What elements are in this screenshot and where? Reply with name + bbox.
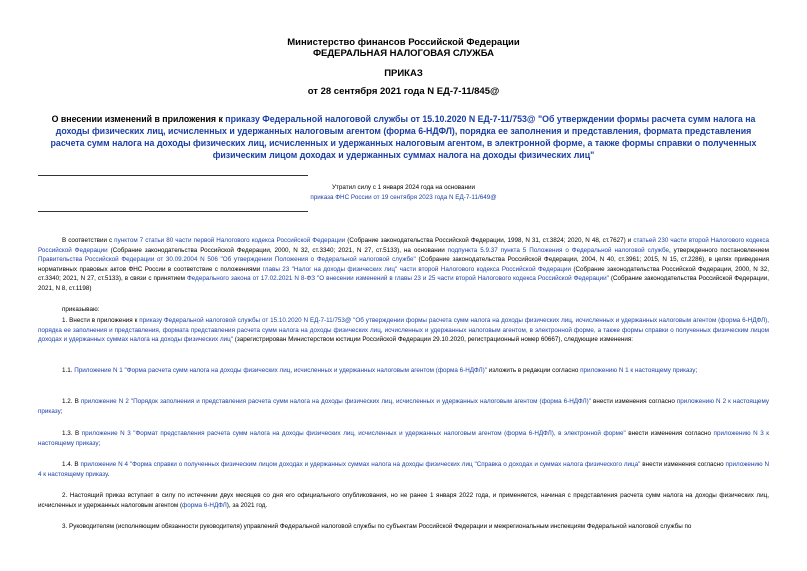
item-1-4-link-annex[interactable]: приложению N 4 к настоящему приказу — [38, 461, 770, 478]
preamble-link-chapter23[interactable]: главы 23 "Налог на доходы физических лиц" части второй Налогового кодекса Российской Федерации — [262, 265, 571, 273]
preamble-link-regulation[interactable]: подпункта 5.9.37 пункта 5 Положения о Федеральной налоговой службе — [447, 246, 669, 254]
item-text: . — [107, 470, 110, 478]
status-note-line1: Утратил силу с 1 января 2024 года на основании — [331, 184, 476, 191]
item-1-4-link-appendix[interactable]: приложение N 4 "Форма справки о полученных физическим лицом доходах и удержанных суммах налога на доходы физических лиц "Справка о доходах и суммах налога физического лица" — [80, 461, 641, 468]
item-text: внести изменения согласно — [590, 398, 677, 405]
title-prefix: О внесении изменений в приложения к — [51, 114, 226, 124]
preamble-text: (Собрание законодательства Российской Федерации, 2000, N 32, ст.3340; 2021, N 27, ст.5133), в связи с принятием — [38, 265, 770, 283]
item-text: ), за 2021 год. — [226, 501, 268, 509]
item-1-2 — [38, 397, 769, 416]
item-1-link-order[interactable]: приказу Федеральной налоговой службы от 15.10.2020 N ЕД-7-11/753@ "Об утверждении формы расчета сумм налога на доходы физических лиц, исчисленных и удержанных налоговым агентом (форма 6-НДФЛ), порядка ее заполнения и представления, формата представления расчета сумм налога на доходы физических лиц, исчисленных и удержанных налоговым агентом, в электронной форме, а также формы справки о полученных физическим лицом доходах и удержанных суммах налога на доходы физических лиц" — [38, 317, 769, 344]
preamble-text: (Собрание законодательства Российской Федерации, 2004, N 40, ст.3961; 2015, N 15, ст.2286), в целях приведения нормативных правовых актов ФНС России в соответствие с положениями — [38, 256, 770, 273]
preamble-paragraph — [38, 236, 769, 294]
item-1-3-link-annex[interactable]: приложению N 3 к настоящему приказу — [38, 430, 769, 447]
preamble-link-government-decree[interactable]: Правительства Российской Федерации от 30.09.2004 N 506 "Об утверждении Положения о Федеральной налоговой службе" — [38, 256, 416, 264]
status-note-line2 — [38, 193, 769, 203]
item-text: 1.2. В — [62, 398, 81, 405]
ministry-name: Министерство финансов Российской Федерации — [287, 37, 520, 48]
item-text: внести изменения согласно — [625, 430, 714, 437]
item-text: внести изменения согласно — [640, 461, 726, 468]
preamble-link-federal-law[interactable]: Федерального закона от 17.02.2021 N 8-ФЗ "О внесении изменений в главы 23 и 25 части второй Налогового кодекса Российской Федерации" — [187, 275, 609, 283]
preamble-link-tax-code-art80[interactable]: пунктом 7 статьи 80 части первой Налогового кодекса Российской Федерации — [114, 237, 346, 244]
item-text: 2. Настоящий приказ вступает в силу по истечении двух месяцев со дня его официального опубликования, но не ранее 1 января 2022 года, и применяется, начиная с представления расчета сумм налога на доходы физических лиц, исчисленных и удержанных налоговым агентом ( — [38, 492, 769, 509]
item-text: 1.1. — [62, 367, 75, 374]
item-1 — [38, 316, 769, 345]
status-note-link[interactable]: приказа ФНС России от 19 сентября 2023 года N ЕД-7-11/649@ — [310, 194, 497, 201]
item-text: ; — [695, 367, 698, 374]
preamble-text: (Собрание законодательства Российской Федерации, 2021, N 8, ст.1198) — [38, 275, 769, 292]
divider-top — [38, 175, 308, 176]
document-type: ПРИКАЗ — [384, 68, 423, 79]
item-1-2-link-annex[interactable]: приложению N 2 к настоящему приказу — [38, 398, 769, 415]
item-1-2-link-appendix[interactable]: приложение N 2 "Порядок заполнения и представления расчета сумм налога на доходы физических лиц, исчисленных и удержанных налоговым агентом (форма 6-НДФЛ)" — [80, 398, 591, 405]
preamble-text: , утвержденного постановлением — [669, 246, 769, 254]
item-1-1-link-appendix[interactable]: Приложение N 1 "Форма расчета сумм налога на доходы физических лиц, исчисленных и удержанных налоговым агентом (форма 6-НДФЛ)" — [74, 367, 487, 374]
item-text: 1.4. В — [62, 461, 81, 468]
item-1-3-link-appendix[interactable]: приложение N 3 "Формат представления расчета сумм налога на доходы физических лиц, исчисленных и удержанных налоговым агентом (форма 6-НДФЛ), в электронной форме" — [81, 430, 626, 437]
item-text: (зарегистрирован Министерством юстиции Российской Федерации 29.10.2020, регистрационный номер 60667), следующие изменения: — [232, 336, 634, 344]
item-text: 3. Руководителям (исполняющим обязанности руководителя) управлений Федеральной налоговой службы по субъектам Российской Федерации и межрегиональным инспекциям Федеральной налоговой службы по — [62, 523, 692, 530]
item-1-1 — [38, 366, 769, 376]
service-name: ФЕДЕРАЛЬНАЯ НАЛОГОВАЯ СЛУЖБА — [312, 48, 495, 59]
item-2 — [38, 491, 769, 510]
document-date-number: от 28 сентября 2021 года N ЕД-7-11/845@ — [307, 86, 500, 97]
item-text: ; — [98, 439, 101, 447]
item-text: 1.3. В — [62, 430, 82, 437]
item-1-1-link-annex[interactable]: приложению N 1 к настоящему приказу — [580, 367, 696, 374]
item-1-4 — [38, 460, 769, 479]
document-title — [38, 113, 769, 161]
item-2-link-form[interactable]: форма 6-НДФЛ — [182, 501, 227, 509]
item-text: изложить в редакции согласно — [486, 367, 581, 374]
preamble-text: В соответствии с — [62, 237, 115, 244]
item-text: ; — [60, 407, 63, 415]
divider-bottom — [38, 211, 308, 212]
item-3 — [38, 522, 769, 532]
order-word: приказываю: — [62, 306, 100, 313]
preamble-text: (Собрание законодательства Российской Федерации, 2000, N 32, ст.3340; 2021, N 27, ст.5133), на основании — [107, 246, 448, 254]
title-link[interactable]: приказу Федеральной налоговой службы от 15.10.2020 N ЕД-7-11/753@ "Об утверждении формы расчета сумм налога на доходы физических лиц, исчисленных и удержанных налоговым агентом (форма 6-НДФЛ), порядка ее заполнения и представления, формата представления расчета сумм налога на доходы физических лиц, исчисленных и удержанных налоговым агентом, в электронной форме, а также формы справки о полученных физическим лицом доходах и удержанных суммах налога на доходы физических лиц" — [50, 114, 757, 160]
preamble-link-tax-code-art230[interactable]: статьей 230 части второй Налогового кодекса Российской Федерации — [38, 237, 770, 254]
item-text: 1. Внести в приложения к — [62, 317, 140, 324]
preamble-text: (Собрание законодательства Российской Федерации, 1998, N 31, ст.3824; 2020, N 48, ст.7627) и — [345, 237, 634, 244]
item-1-3 — [38, 429, 769, 448]
